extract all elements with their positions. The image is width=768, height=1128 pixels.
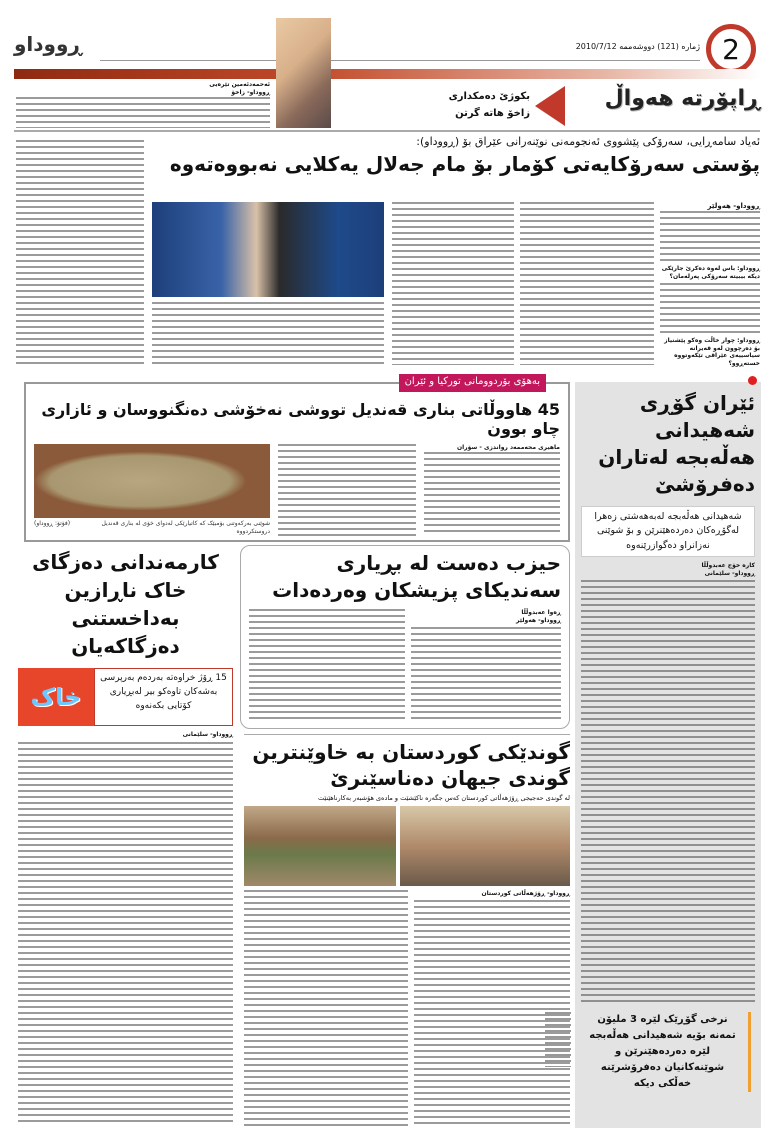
village-block (244, 734, 570, 1126)
lead-column-1 (660, 211, 760, 263)
teaser-author: ئەحمەدئەمین تێرەیی (209, 81, 270, 88)
page-number-badge (706, 24, 756, 74)
border-story-byline: ماهیری محەممەد رواندزی - سۆران (457, 444, 560, 452)
village-body (244, 890, 570, 1126)
lead-photo-caption (152, 302, 384, 365)
border-story-photo (34, 444, 270, 518)
khak-dateline: ڕووداو- سلێمانی (182, 731, 233, 738)
lead-headline: پۆستی سەرۆکایەتی کۆمار بۆ مام جەلال یەکلایی نەبووەتەوە (169, 152, 760, 177)
sidebar-body (581, 580, 755, 1004)
lead-column-3 (392, 202, 514, 365)
border-story-column-1 (424, 452, 560, 536)
village-photo-1 (244, 806, 396, 886)
village-dateline: ڕووداو- ڕۆژهەڵاتی کوردستان (481, 890, 570, 898)
lead-column-2 (520, 202, 654, 365)
teaser-block (16, 81, 270, 128)
doctors-byline: ڕەوا عەبدوڵڵا (521, 609, 561, 616)
khak-headline: کارمەندانی دەزگای خاک ناڕازین بەداخستنی دەزگاکەیان (32, 550, 219, 658)
village-photo-2 (400, 806, 570, 886)
lead-column-1b (660, 283, 760, 335)
header-bar (14, 69, 760, 79)
issue-info: ژمارە (121) دووشەممە 2010/7/12 (575, 42, 700, 51)
doctors-headline: حیزب دەست لە بڕیاری سەندیکای پزیشکان وەردەدات (272, 551, 561, 602)
sidebar-summary: شەهیدانی هەڵەبجە لەبەهەشتی زەهرا لەگۆڕەکان دەردەهێنرێن و بۆ شوێنی نەزانراو دەگوازرێنەوە (581, 506, 755, 557)
divider (14, 130, 760, 132)
lead-question-1: ڕووداو: باس لەوە دەکرێ جارێکی دیکە بیبیتە سەرۆکی پەرلەمان؟ (661, 265, 760, 280)
teaser-headline: بکوژێ دەمکداری زاخۆ هاتە گرتن (448, 91, 530, 119)
page-number: 2 (722, 32, 740, 66)
doctors-dateline: ڕووداو- هەولێر (516, 616, 561, 624)
doctors-body (249, 609, 561, 722)
lead-left-column (16, 140, 144, 365)
doctors-box (240, 545, 570, 729)
sidebar-headline: ئێران گۆڕی شەهیدانی هەڵەبجە لەتاران دەفرۆشێ (598, 391, 755, 496)
khak-logo: خاک (18, 668, 94, 726)
doctors-column-1 (411, 627, 561, 722)
header-rule (100, 60, 700, 61)
village-headline: گوندێکی کوردستان بە خاوێنترین گوندی جیهان دەناسێنرێ (252, 740, 570, 790)
teaser-photo (276, 18, 331, 128)
sidebar-byline: کارە خۆج عەبدوڵڵا (701, 561, 755, 569)
sidebar-dateline: ڕووداو- سلێمانی (704, 569, 755, 577)
logo: ڕووداو (14, 32, 83, 56)
border-story-box (24, 382, 570, 542)
border-story-column-1-block (424, 444, 560, 536)
khak-block (18, 548, 233, 1126)
sidebar-dot-icon (748, 376, 757, 385)
lead-photo (152, 202, 384, 297)
teaser-dateline: ڕووداو- زاخۆ (231, 88, 270, 96)
arrow-icon (535, 86, 565, 126)
doctors-column-1-block (411, 609, 561, 722)
doctors-column-2 (249, 609, 405, 722)
border-story-photo-block (34, 444, 270, 536)
border-story-column-2 (278, 444, 416, 536)
khak-callout-row (18, 668, 233, 726)
sidebar-panel (575, 382, 761, 1128)
village-photos (244, 806, 570, 886)
khak-callout: 15 ڕۆژ خراوەتە بەردەم بەرپرسی بەشەکان تاوەکو بیر لەبڕیاری کۆتایی بکەنەوە (94, 668, 233, 726)
border-story-caption: شوێنی بەرکەوتنی بۆمبێک کە کاتیارێکی لەدوای خۆی لە بناری قەندیل دروستکردووە (فۆتۆ: ڕووداو) (34, 520, 270, 536)
lead-column-1-block (660, 202, 760, 368)
lead-question-2: ڕووداو: چوار خاڵت وەکو پێشنیاز بۆ دەرچوون لەو قەیرانە سیاسییەی عێراقی تێکەوتووە خستەڕوو؟ (664, 336, 760, 368)
lead-heading-block (155, 135, 760, 197)
village-column-1 (414, 900, 570, 1126)
lead-dateline: ڕووداو- هەولێر (707, 202, 760, 210)
village-column-1-block (414, 890, 570, 1126)
border-story-body (34, 444, 560, 536)
village-column-2 (244, 890, 408, 1126)
lead-kicker: ئەیاد سامەڕایی، سەرۆکی پێشووی ئەنجومەنی نوێنەرانی عێراق بۆ (ڕووداو): (416, 135, 760, 148)
sidebar-quote: نرخی گۆڕێک لێرە 3 ملیۆن تمەنە بۆیە شەهیدانی هەڵەبجە لێرە دەردەهێنرێن و شوێنەکانیان دەفرۆشرێنە خەڵکی دیکە (585, 1012, 751, 1092)
village-subtitle: لە گوندی حەجیجی ڕۆژهەڵاتی کوردستان کەس جگەرە ناکێشێت و مادەی هۆشبەر بەکارناهێنێت (318, 794, 570, 802)
khak-body (18, 742, 233, 1126)
border-story-headline: 45 هاووڵاتی بناری قەندیل تووشی نەخۆشی دەنگنووسان و ئازاری چاو بوون (41, 400, 560, 439)
section-title: ڕاپۆرتە هەواڵ (604, 86, 760, 111)
teaser-body (16, 97, 270, 128)
border-story-label: بەهۆی بۆردوومانی تورکیا و ئێران (399, 374, 546, 392)
